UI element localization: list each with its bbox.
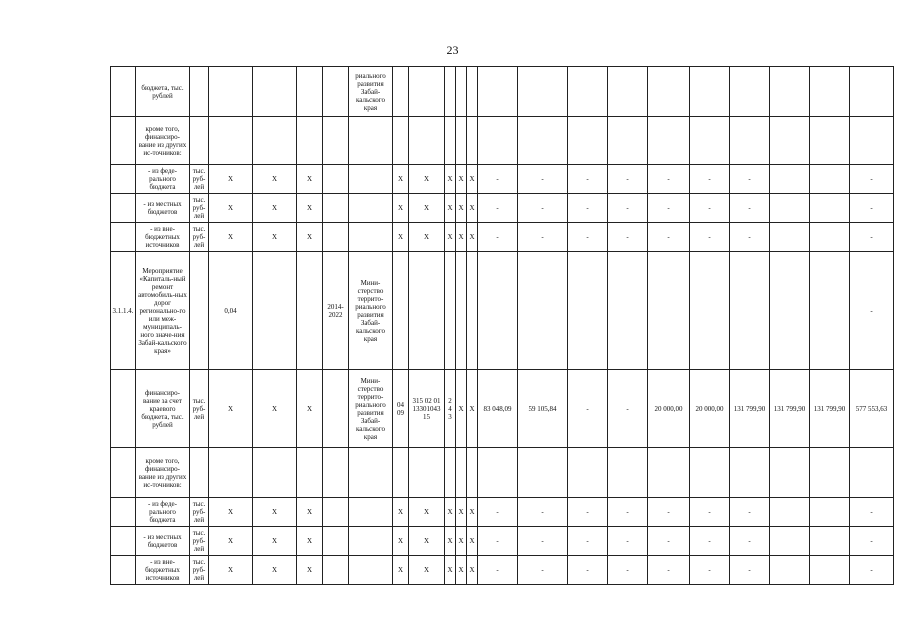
code-cell: X [393,498,409,527]
code-cell: X [445,223,456,252]
amount-cell [770,448,810,498]
amount-cell [608,117,648,165]
code-cell: X [409,527,445,556]
amount-cell [810,252,850,370]
total-cell: - [850,556,894,585]
responsible-org-cell: Мини-стерство террито-риального развития Забай-кальского края [349,252,393,370]
name-cell: кроме того, финансиро-вание из других ис-точников: [136,448,190,498]
code-cell: X [467,223,478,252]
responsible-org-cell [349,448,393,498]
amount-cell: - [568,556,608,585]
amount-cell: - [608,194,648,223]
amount-cell: 83 048,09 [478,370,518,448]
number-cell [111,194,136,223]
code-cell: X [456,194,467,223]
total-cell: - [850,527,894,556]
code-cell: X [409,498,445,527]
code-cell: X [445,194,456,223]
code-cell: X [467,165,478,194]
number-cell [111,117,136,165]
table-row [111,67,894,117]
amount-cell: - [730,498,770,527]
amount-cell: - [730,527,770,556]
amount-cell: - [568,223,608,252]
value-cell [209,448,253,498]
value-cell: X [209,223,253,252]
amount-cell [568,67,608,117]
code-cell [393,252,409,370]
value-cell: X [253,370,297,448]
value-cell [253,117,297,165]
amount-cell [770,556,810,585]
value-cell: X [297,165,323,194]
amount-cell: 131 799,90 [810,370,850,448]
value-cell: X [297,194,323,223]
period-cell [323,370,349,448]
amount-cell: - [690,527,730,556]
amount-cell: - [608,370,648,448]
amount-cell: - [568,194,608,223]
amount-cell: - [478,527,518,556]
name-cell: финансиро-вание за счет краевого бюджета, тыс. рублей [136,370,190,448]
unit-cell [190,117,209,165]
unit-cell [190,67,209,117]
amount-cell: - [608,556,648,585]
amount-cell: - [690,223,730,252]
code-cell: X [393,556,409,585]
value-cell [209,67,253,117]
amount-cell: - [730,556,770,585]
number-cell [111,498,136,527]
amount-cell: - [518,498,568,527]
code-cell [456,67,467,117]
table-row [111,252,894,370]
unit-cell [190,448,209,498]
code-cell [409,67,445,117]
code-cell: X [456,165,467,194]
total-cell: - [850,165,894,194]
value-cell [253,67,297,117]
period-cell [323,527,349,556]
amount-cell [770,498,810,527]
code-cell [393,448,409,498]
amount-cell: 131 799,90 [770,370,810,448]
unit-cell [190,252,209,370]
code-cell [445,117,456,165]
amount-cell: - [690,556,730,585]
amount-cell [478,117,518,165]
table-row [111,370,894,448]
total-cell: - [850,194,894,223]
amount-cell [770,252,810,370]
total-cell: - [850,498,894,527]
period-cell [323,448,349,498]
value-cell [297,252,323,370]
value-cell: X [253,527,297,556]
amount-cell: - [518,165,568,194]
code-cell [467,252,478,370]
code-cell: X [445,527,456,556]
name-cell: - из вне-бюджетных источников [136,223,190,252]
amount-cell [648,67,690,117]
period-cell [323,223,349,252]
amount-cell: - [518,194,568,223]
amount-cell: - [690,498,730,527]
number-cell [111,165,136,194]
value-cell: X [253,223,297,252]
value-cell: X [209,194,253,223]
amount-cell [608,448,648,498]
amount-cell: - [608,165,648,194]
code-cell: X [409,165,445,194]
amount-cell [690,117,730,165]
code-cell: X [456,223,467,252]
code-cell: X [456,498,467,527]
value-cell: X [297,223,323,252]
amount-cell: 20 000,00 [690,370,730,448]
amount-cell: - [648,194,690,223]
amount-cell [518,252,568,370]
value-cell: X [253,556,297,585]
code-cell: X [393,527,409,556]
table-row [111,448,894,498]
code-cell: X [409,556,445,585]
code-cell [467,67,478,117]
amount-cell: - [478,194,518,223]
code-cell [393,117,409,165]
table-row [111,556,894,585]
table-row [111,194,894,223]
amount-cell [770,527,810,556]
amount-cell: - [608,527,648,556]
value-cell [297,448,323,498]
period-cell: 2014-2022 [323,252,349,370]
amount-cell [730,448,770,498]
code-cell: 315 02 01 13301043 15 [409,370,445,448]
amount-cell [518,448,568,498]
code-cell: X [393,194,409,223]
code-cell [467,448,478,498]
table-row [111,117,894,165]
unit-cell: тыс. руб-лей [190,556,209,585]
unit-cell: тыс. руб-лей [190,165,209,194]
code-cell [456,117,467,165]
table-row [111,223,894,252]
value-cell: X [297,370,323,448]
amount-cell: - [518,556,568,585]
name-cell: бюджета, тыс. рублей [136,67,190,117]
value-cell: 0,04 [209,252,253,370]
amount-cell [568,448,608,498]
code-cell: X [409,194,445,223]
amount-cell: - [478,556,518,585]
code-cell [409,252,445,370]
amount-cell: - [730,194,770,223]
number-cell [111,556,136,585]
code-cell: 2 4 3 [445,370,456,448]
amount-cell [810,527,850,556]
code-cell [409,117,445,165]
value-cell: X [297,527,323,556]
amount-cell: - [568,498,608,527]
amount-cell: 131 799,90 [730,370,770,448]
amount-cell: - [648,223,690,252]
code-cell: X [456,556,467,585]
value-cell [297,67,323,117]
amount-cell: - [608,223,648,252]
code-cell: 04 09 [393,370,409,448]
amount-cell: - [690,194,730,223]
amount-cell [810,448,850,498]
code-cell [445,67,456,117]
responsible-org-cell: Мини-стерство террито-риального развития Забай-кальского края [349,370,393,448]
responsible-org-cell [349,117,393,165]
amount-cell: - [568,527,608,556]
amount-cell [810,117,850,165]
name-cell: - из феде-рального бюджета [136,165,190,194]
page-number: 23 [446,43,459,57]
amount-cell: - [478,223,518,252]
number-cell: 3.1.1.4. [111,252,136,370]
total-cell [850,117,894,165]
amount-cell [770,67,810,117]
unit-cell: тыс. руб-лей [190,370,209,448]
responsible-org-cell [349,527,393,556]
code-cell: X [445,556,456,585]
period-cell [323,498,349,527]
amount-cell: - [730,165,770,194]
amount-cell: 59 105,84 [518,370,568,448]
period-cell [323,67,349,117]
total-cell [850,448,894,498]
amount-cell [690,67,730,117]
amount-cell: - [690,165,730,194]
responsible-org-cell [349,165,393,194]
unit-cell: тыс. руб-лей [190,498,209,527]
value-cell: X [253,165,297,194]
amount-cell [810,498,850,527]
amount-cell [518,67,568,117]
code-cell [456,252,467,370]
responsible-org-cell [349,498,393,527]
code-cell: X [467,370,478,448]
value-cell: X [253,498,297,527]
number-cell [111,527,136,556]
code-cell: X [445,498,456,527]
amount-cell [810,165,850,194]
period-cell [323,117,349,165]
amount-cell [690,252,730,370]
responsible-org-cell [349,556,393,585]
number-cell [111,448,136,498]
amount-cell: - [518,527,568,556]
code-cell [456,448,467,498]
budget-table [110,66,894,585]
responsible-org-cell [349,194,393,223]
amount-cell [810,194,850,223]
amount-cell [810,67,850,117]
amount-cell: - [568,165,608,194]
table-row [111,498,894,527]
value-cell: X [209,498,253,527]
amount-cell [690,448,730,498]
name-cell: - из феде-рального бюджета [136,498,190,527]
name-cell: Мероприятие «Капиталь-ный ремонт автомобиль-ных дорог регионально-го или меж-муниципаль-ного значе-ния Забай-кальского края» [136,252,190,370]
amount-cell [730,252,770,370]
table-row [111,165,894,194]
amount-cell [568,117,608,165]
name-cell: кроме того, финансиро-вание из других ис-точников: [136,117,190,165]
amount-cell: - [478,498,518,527]
amount-cell [770,194,810,223]
value-cell: X [297,556,323,585]
responsible-org-cell: риального развития Забай-кальского края [349,67,393,117]
period-cell [323,165,349,194]
amount-cell [810,223,850,252]
amount-cell [648,117,690,165]
code-cell: X [467,498,478,527]
code-cell: X [456,527,467,556]
code-cell: X [467,527,478,556]
amount-cell [770,223,810,252]
name-cell: - из вне-бюджетных источников [136,556,190,585]
value-cell [253,252,297,370]
amount-cell [648,252,690,370]
code-cell: X [409,223,445,252]
period-cell [323,194,349,223]
code-cell [445,448,456,498]
code-cell: X [467,556,478,585]
name-cell: - из местных бюджетов [136,194,190,223]
amount-cell: - [648,498,690,527]
amount-cell: - [568,370,608,448]
amount-cell [730,117,770,165]
amount-cell: - [518,223,568,252]
responsible-org-cell [349,223,393,252]
amount-cell: - [608,498,648,527]
period-cell [323,556,349,585]
value-cell: X [209,527,253,556]
amount-cell [518,117,568,165]
amount-cell: - [648,165,690,194]
value-cell [253,448,297,498]
total-cell: 577 553,63 [850,370,894,448]
unit-cell: тыс. руб-лей [190,223,209,252]
number-cell [111,223,136,252]
amount-cell [730,67,770,117]
name-cell: - из местных бюджетов [136,527,190,556]
code-cell [393,67,409,117]
total-cell: - [850,223,894,252]
value-cell: X [297,498,323,527]
amount-cell: - [648,556,690,585]
amount-cell: 20 000,00 [648,370,690,448]
amount-cell [770,117,810,165]
value-cell: X [209,165,253,194]
amount-cell [608,67,648,117]
amount-cell [478,448,518,498]
amount-cell [648,448,690,498]
value-cell: X [209,370,253,448]
number-cell [111,67,136,117]
total-cell: - [850,252,894,370]
code-cell: X [456,370,467,448]
number-cell [111,370,136,448]
amount-cell [810,556,850,585]
table-row [111,527,894,556]
amount-cell [478,252,518,370]
value-cell: X [253,194,297,223]
code-cell: X [445,165,456,194]
code-cell [409,448,445,498]
amount-cell [770,165,810,194]
code-cell: X [393,165,409,194]
amount-cell [478,67,518,117]
unit-cell: тыс. руб-лей [190,194,209,223]
amount-cell: - [478,165,518,194]
amount-cell: - [730,223,770,252]
value-cell [297,117,323,165]
amount-cell: - [648,527,690,556]
code-cell: X [467,194,478,223]
code-cell: X [393,223,409,252]
code-cell [445,252,456,370]
amount-cell [608,252,648,370]
value-cell: X [209,556,253,585]
amount-cell [568,252,608,370]
code-cell [467,117,478,165]
value-cell [209,117,253,165]
total-cell [850,67,894,117]
unit-cell: тыс. руб-лей [190,527,209,556]
